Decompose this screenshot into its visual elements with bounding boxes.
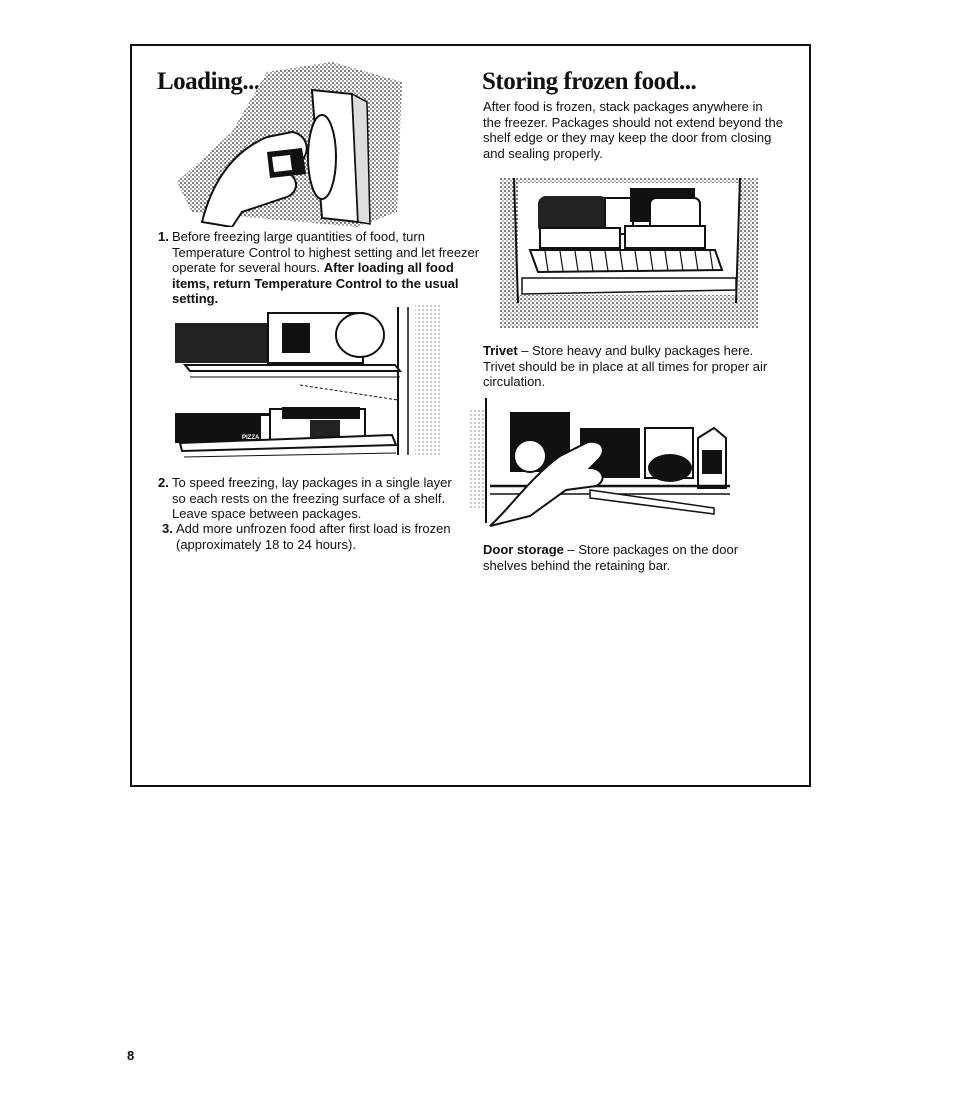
temperature-control-illustration <box>172 62 404 227</box>
trivet-illustration <box>500 178 758 328</box>
step-1-text: Before freezing large quantities of food, turn Temperature Control to highest setting and let freezer operate for several hours. <box>172 229 480 275</box>
door-storage-illustration <box>470 398 734 528</box>
pizza-label: PIZZA <box>242 435 260 441</box>
storing-heading: Storing frozen food... <box>482 68 697 95</box>
trivet-paragraph <box>483 343 783 390</box>
loading-step-3 <box>162 521 460 552</box>
step-2-text: To speed freezing, lay packages in a single layer so each rests on the freezing surface of a shelf. Leave space between packages. <box>172 475 452 521</box>
loading-heading: Loading... <box>157 68 260 95</box>
storing-intro: After food is frozen, stack packages anywhere in the freezer. Packages should not extend beyond the shelf edge or they may keep the door from closing and sealing properly. <box>483 99 783 161</box>
step-1-number: 1. <box>158 229 169 244</box>
trivet-text: – Store heavy and bulky packages here. Trivet should be in place at all times for proper air circulation. <box>483 343 768 389</box>
trivet-label: Trivet <box>483 343 518 358</box>
door-storage-text: – Store packages on the door shelves behind the retaining bar. <box>483 542 739 573</box>
loading-step-2 <box>158 475 460 522</box>
step-3-number: 3. <box>162 521 173 536</box>
loading-step-1 <box>158 229 482 307</box>
freezer-shelves-illustration <box>170 305 440 467</box>
step-1-bold-text: After loading all food items, return Temperature Control to the usual setting. <box>172 260 459 306</box>
step-3-text: Add more unfrozen food after first load is frozen (approximately 18 to 24 hours). <box>176 521 451 552</box>
page-number: 8 <box>127 1048 135 1063</box>
door-storage-label: Door storage <box>483 542 564 557</box>
door-storage-paragraph <box>483 542 783 573</box>
step-2-number: 2. <box>158 475 169 490</box>
